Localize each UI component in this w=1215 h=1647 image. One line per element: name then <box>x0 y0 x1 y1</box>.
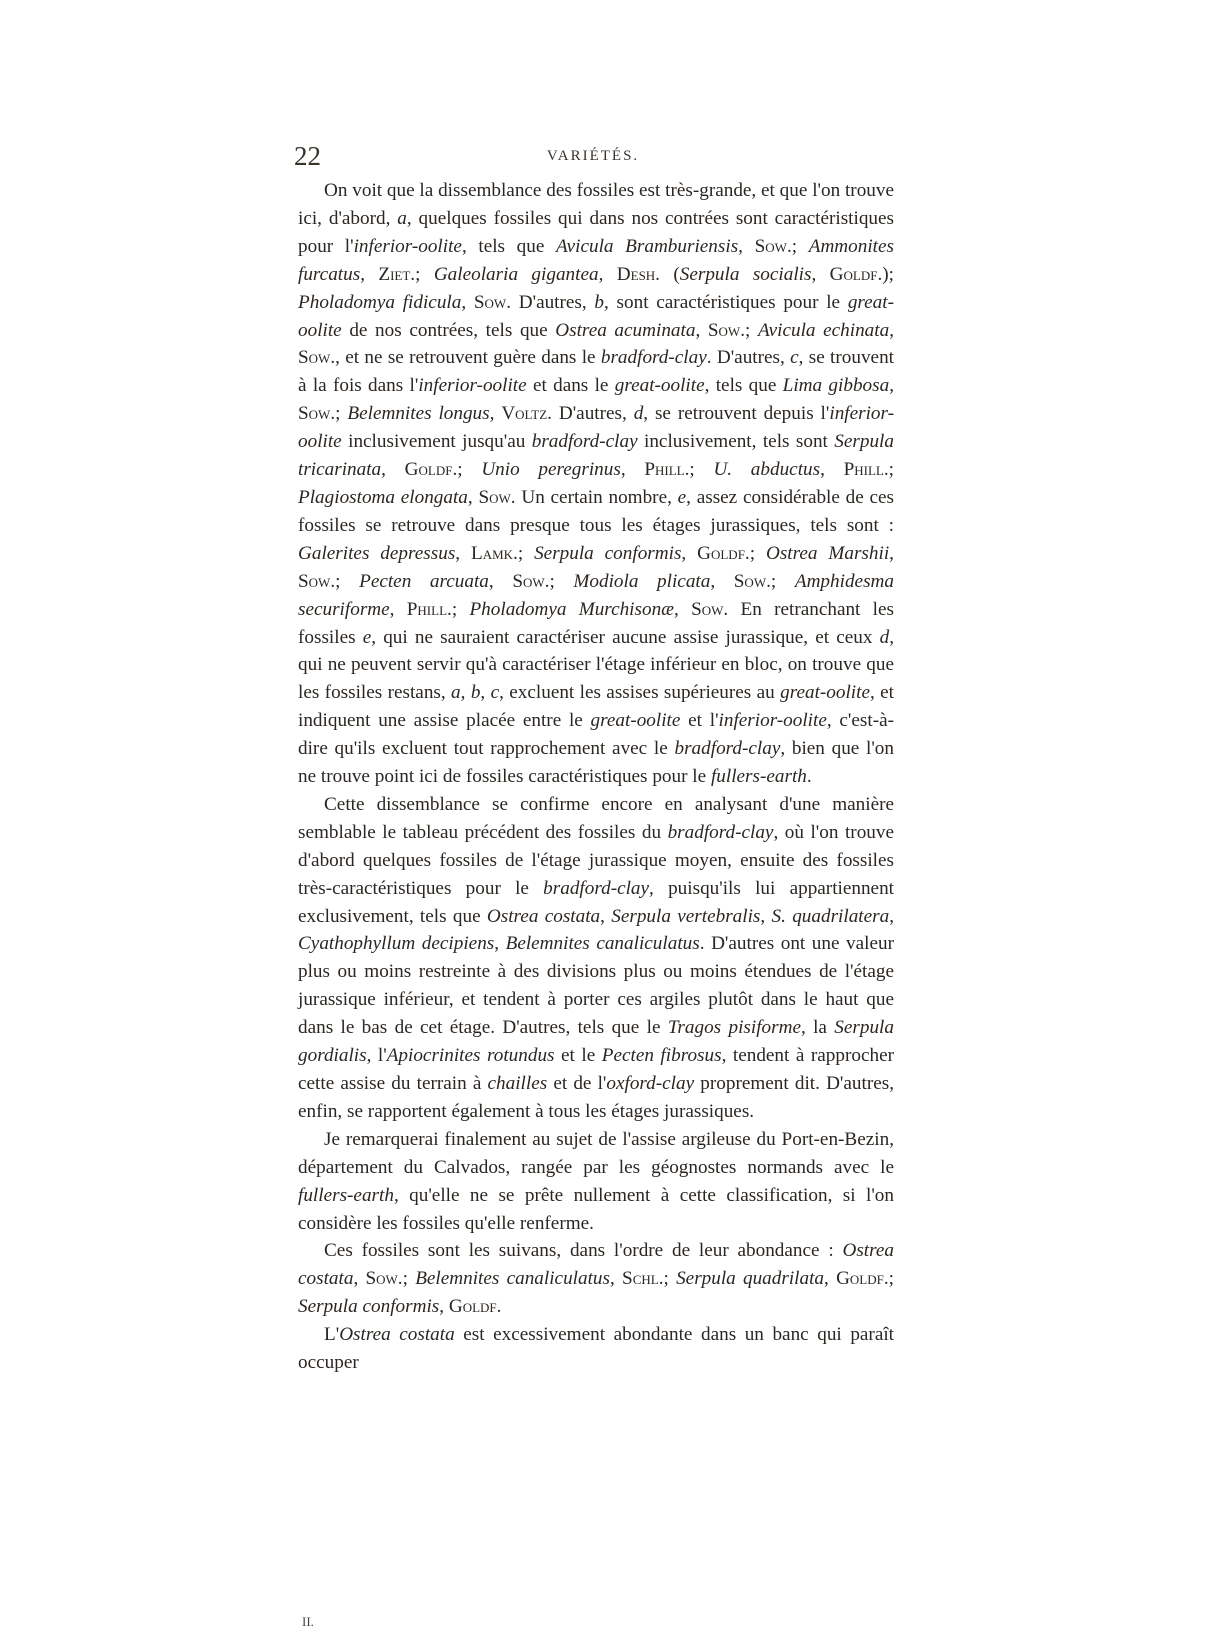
text-run: , tendent à rapprocher cette assise du terrain à <box>298 1045 894 1094</box>
author-abbrev: Sow. <box>298 403 336 425</box>
author-abbrev: Desh. <box>616 263 660 285</box>
italic-term: chailles <box>487 1073 548 1094</box>
italic-term: bradford-clay <box>600 347 707 369</box>
body-text <box>298 177 894 1377</box>
author-abbrev: Sow. <box>707 319 745 341</box>
author-abbrev: Voltz. <box>501 403 552 425</box>
text-run: ; <box>888 459 895 481</box>
italic-term: Ostrea acuminata <box>555 319 696 341</box>
text-run: , <box>889 319 894 341</box>
italic-term: Belemnites longus <box>347 403 490 425</box>
text-run: , et indiquent une assise placée entre le <box>298 682 895 732</box>
text-run: , <box>489 403 502 425</box>
italic-term: Ostrea costata <box>339 1324 455 1346</box>
text-run: ); <box>882 263 895 285</box>
author-abbrev: Sow. <box>754 235 792 257</box>
italic-term: S. quadrilatera <box>771 905 890 927</box>
italic-term: bradford-clay <box>531 431 638 453</box>
text-run: ; <box>451 598 470 620</box>
italic-term: e <box>362 626 372 648</box>
italic-term: Serpula socialis <box>679 263 812 285</box>
italic-term: Galerites depressus <box>298 542 456 564</box>
text-run: , l' <box>366 1045 387 1067</box>
text-run: et le <box>554 1045 602 1067</box>
author-abbrev: Sow. <box>298 347 336 369</box>
text-run: , quelques fossiles qui dans nos contrées sont caractéristiques pour l' <box>298 207 894 257</box>
italic-term: great-oolite <box>780 682 870 704</box>
author-abbrev: Goldf. <box>829 263 883 285</box>
text-run: D'autres, <box>551 403 634 425</box>
text-run: , c'est-à-dire qu'ils excluent tout rapprochement avec le <box>298 710 894 760</box>
author-abbrev: Goldf. <box>697 542 750 564</box>
italic-term: Avicula Bramburiensis <box>555 235 739 257</box>
italic-term: Amphidesma securiforme <box>298 570 894 620</box>
text-run: , <box>824 1268 837 1290</box>
text-run: . <box>806 766 812 788</box>
text-run: , <box>353 1268 366 1290</box>
text-run: , <box>673 598 692 620</box>
author-abbrev: Goldf. <box>836 1268 889 1290</box>
text-run: de nos contrées, tels que <box>341 319 556 341</box>
italic-term: Belemnites canaliculatus <box>415 1268 610 1290</box>
text-run: , <box>760 905 772 927</box>
text-run: , <box>738 235 755 257</box>
text-run: inclusivement jusqu'au <box>341 431 532 453</box>
italic-term: Apiocrinites rotundus <box>386 1045 555 1067</box>
author-abbrev: Schl. <box>622 1268 664 1290</box>
text-run: , <box>480 682 491 704</box>
italic-term: Serpula conformis <box>534 542 682 564</box>
author-abbrev: Sow. <box>473 291 512 313</box>
paragraph <box>298 1237 894 1321</box>
italic-term: b <box>470 682 481 704</box>
text-run: proprement dit. D'autres, enfin, se rapportent également à tous les étages jurassiques. <box>298 1073 894 1122</box>
text-run: , se trouvent à la fois dans l' <box>298 347 894 397</box>
italic-term: Ostrea Marshii <box>765 542 890 564</box>
text-run: inclusivement, tels sont <box>637 431 835 453</box>
text-run: D'autres, <box>511 291 595 313</box>
italic-term: bradford-clay <box>674 738 781 760</box>
italic-term: fullers-earth <box>710 766 807 788</box>
author-abbrev: Lamk. <box>470 542 518 564</box>
paragraph <box>298 791 894 1126</box>
italic-term: inferior-oolite <box>298 403 894 453</box>
italic-term: Serpula vertebralis <box>611 905 761 927</box>
italic-term: c <box>790 347 799 369</box>
italic-term: Plagiostoma elongata <box>298 486 468 508</box>
italic-term: inferior-oolite <box>353 235 462 257</box>
italic-term: Pecten fibrosus <box>601 1045 722 1067</box>
author-abbrev: Sow. <box>365 1268 403 1290</box>
italic-term: Serpula tricarinata <box>298 431 894 481</box>
italic-term: c <box>490 682 500 704</box>
italic-term: Tragos pisiforme <box>667 1017 801 1039</box>
text-run: Cette dissemblance se confirme encore en analysant d'une manière semblable le tableau précédent des fossiles du <box>298 793 894 843</box>
italic-term: U. abductus <box>713 459 821 481</box>
text-run: , <box>681 542 698 564</box>
signature-mark: II. <box>302 1614 314 1629</box>
italic-term: inferior-oolite <box>718 710 827 732</box>
text-run: , <box>889 542 894 564</box>
text-run: , tels que <box>704 375 783 397</box>
text-run: , <box>889 905 894 927</box>
text-run: ; <box>791 235 809 257</box>
text-run: ; <box>549 570 574 592</box>
text-run: ; <box>689 459 714 481</box>
text-run: , qui ne peuvent servir qu'à caractériser l'étage inférieur en bloc, on trouve que les fossiles restans, <box>298 626 894 704</box>
text-run: , <box>455 542 471 564</box>
italic-term: Unio peregrinus <box>481 459 621 481</box>
italic-term: Pholadomya Murchisonæ <box>469 598 674 620</box>
author-abbrev: Sow. <box>298 570 336 592</box>
text-run: , <box>710 570 734 592</box>
author-abbrev: Goldf. <box>448 1296 502 1318</box>
paragraph <box>298 1321 894 1377</box>
italic-term: d <box>633 403 644 425</box>
paragraph <box>298 177 894 791</box>
text-run: ( <box>659 263 680 285</box>
text-run: , sont caractéristiques pour le <box>604 291 848 313</box>
author-abbrev: Phill. <box>406 598 452 620</box>
text-run: , la <box>800 1017 835 1039</box>
italic-term: Serpula conformis <box>298 1296 440 1318</box>
italic-term: Belemnites canaliculatus <box>505 933 700 955</box>
author-abbrev: Phill. <box>843 459 889 481</box>
page-header <box>294 140 892 176</box>
text-run: , puisqu'ils lui appartiennent exclusivement, tels que <box>298 877 895 927</box>
running-head: VARIÉTÉS. <box>546 148 640 164</box>
italic-term: Serpula gordialis <box>298 1017 894 1067</box>
text-run: ; <box>457 459 482 481</box>
text-run: , excluent les assises supérieures au <box>499 682 781 704</box>
text-run: , <box>460 682 471 704</box>
text-run: , assez considérable de ces fossiles se retrouve dans presque tous les étages jurassiques, tels sont : <box>298 486 895 536</box>
text-run: ; <box>335 570 360 592</box>
text-run: , <box>439 1296 449 1318</box>
text-run: , se retrouvent depuis l' <box>643 403 830 425</box>
italic-term: fullers-earth <box>298 1184 394 1206</box>
text-run: et dans le <box>526 375 615 397</box>
text-run: Je remarquerai finalement au sujet de l'assise argileuse du Port-en-Bezin, département du Calvados, rangée par les géognostes normands avec le <box>298 1128 894 1178</box>
author-abbrev: Sow. <box>478 486 516 508</box>
italic-term: e <box>677 486 687 508</box>
author-abbrev: Sow. <box>691 598 729 620</box>
text-run: ; <box>888 1268 895 1290</box>
italic-term: great-oolite <box>614 375 705 397</box>
text-run: , <box>488 570 513 592</box>
author-abbrev: Sow. <box>733 570 771 592</box>
page-number: 22 <box>294 141 321 171</box>
text-run: , <box>600 905 612 927</box>
text-run: , <box>467 486 479 508</box>
italic-term: Pholadomya fidicula <box>298 291 462 313</box>
text-run: ; <box>745 319 758 341</box>
text-run: et l' <box>680 710 719 732</box>
text-run: ; <box>402 1268 416 1290</box>
text-run: , qui ne sauraient caractériser aucune assise jurassique, et ceux <box>371 626 880 648</box>
text-run: , où l'on trouve d'abord quelques fossiles de l'étage jurassique moyen, ensuite des fossiles très-caractéristiques pour le <box>298 821 894 899</box>
italic-term: bradford-clay <box>667 821 774 843</box>
text-run: , <box>889 375 894 397</box>
text-run: , et ne se retrouvent guère dans le <box>335 347 601 369</box>
text-run: , bien que l'on ne trouve point ici de fossiles caractéristiques pour le <box>298 738 894 788</box>
text-run: , <box>610 1268 623 1290</box>
text-run: ; <box>749 542 766 564</box>
text-run: , <box>461 291 474 313</box>
text-run: L' <box>324 1324 340 1346</box>
italic-term: Cyathophyllum decipiens <box>298 933 495 955</box>
text-run: , <box>620 459 645 481</box>
italic-term: Modiola plicata <box>573 570 711 592</box>
text-run: . D'autres ont une valeur plus ou moins restreinte à des divisions plus ou moins étendues de l'étage jurassique inférieur, et tendent à porter ces argiles plutôt dans le haut que dans le bas de cet étage. D'autres, tels que le <box>298 933 894 1039</box>
text-run: ; <box>663 1268 677 1290</box>
italic-term: oxford-clay <box>606 1073 695 1094</box>
text-run: , <box>695 319 708 341</box>
text-run: Ces fossiles sont les suivans, dans l'ordre de leur abondance : <box>324 1240 843 1262</box>
italic-term: inferior-oolite <box>418 375 527 397</box>
text-run: , <box>811 263 830 285</box>
italic-term: d <box>879 626 890 648</box>
text-run: Un certain nombre, <box>515 486 678 508</box>
italic-term: Serpula quadrilata <box>676 1268 825 1290</box>
italic-term: Galeolaria gigantea <box>433 263 599 285</box>
text-run: On voit que la dissemblance des fossiles est très-grande, et que l'on trouve ici, d'abord, <box>298 180 894 229</box>
text-run: est excessivement abondante dans un banc qui paraît occuper <box>298 1324 894 1374</box>
text-run: ; <box>770 570 795 592</box>
italic-term: Pecten arcuata <box>359 570 489 592</box>
author-abbrev: Sow. <box>512 570 550 592</box>
author-abbrev: Goldf. <box>404 459 458 481</box>
author-abbrev: Ziet. <box>378 263 416 285</box>
italic-term: a <box>397 207 407 229</box>
italic-term: Avicula echinata <box>757 319 890 341</box>
text-run: , qu'elle ne se prête nullement à cette classification, si l'on considère les fossiles qu'elle renferme. <box>298 1184 894 1234</box>
text-run: ; <box>517 542 535 564</box>
italic-term: a <box>451 682 461 704</box>
text-run: , <box>494 933 506 955</box>
paragraph <box>298 1126 894 1238</box>
text-run: , tels que <box>461 235 556 257</box>
text-run: , <box>598 263 617 285</box>
text-run: , <box>360 263 379 285</box>
text-run: , <box>389 598 407 620</box>
italic-term: Ammonites furcatus <box>298 235 894 285</box>
text-run: . D'autres, <box>706 347 791 369</box>
author-abbrev: Phill. <box>644 459 690 481</box>
italic-term: b <box>594 291 605 313</box>
text-run: , <box>381 459 405 481</box>
text-run: et de l' <box>547 1073 607 1094</box>
italic-term: great-oolite <box>298 291 894 341</box>
text-run: ; <box>335 403 348 425</box>
italic-term: bradford-clay <box>543 877 650 899</box>
text-run: , <box>820 459 844 481</box>
italic-term: Ostrea costata <box>298 1240 894 1290</box>
italic-term: great-oolite <box>590 710 681 732</box>
italic-term: Lima gibbosa <box>782 375 890 397</box>
italic-term: Ostrea costata <box>486 905 601 927</box>
text-run: En retranchant les fossiles <box>298 598 894 648</box>
text-run: ; <box>415 263 434 285</box>
